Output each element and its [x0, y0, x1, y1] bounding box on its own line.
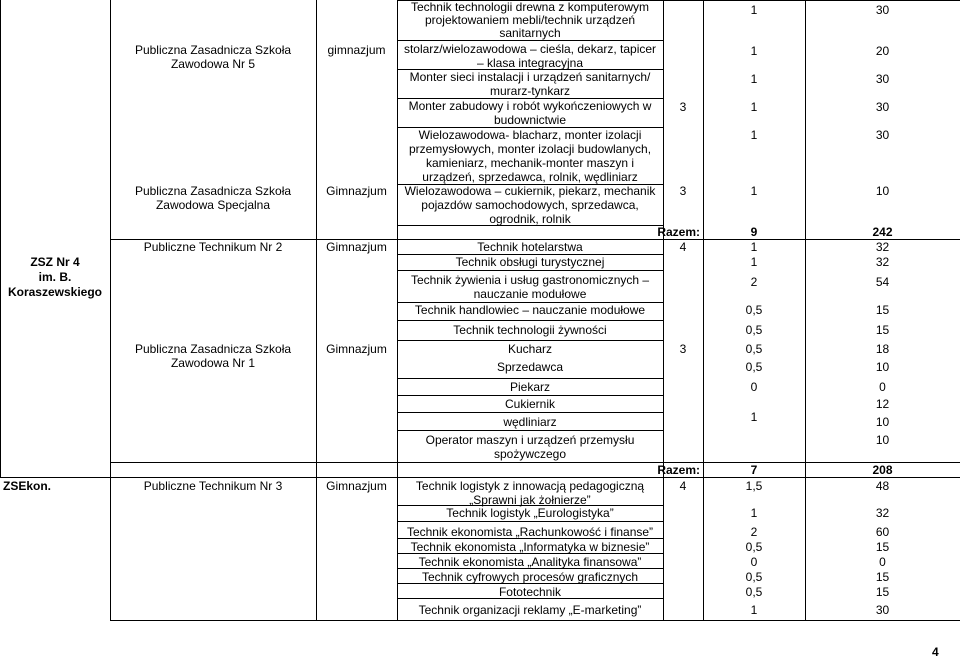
profession-cell: Fototechnik [498, 585, 562, 599]
students-cell: 20 [875, 44, 890, 58]
classes-cell: 1 [750, 184, 758, 198]
profession-cell: Technik obsługi turystycznej [455, 255, 605, 269]
school-group-label: ZSEkon. [3, 479, 52, 493]
students-cell: 15 [875, 585, 890, 599]
classes-cell: 1 [750, 72, 758, 86]
profession-cell: stolarz/wielozawodowa – cieśla, dekarz, tapicer – klasa integracyjna [403, 42, 657, 70]
school-level: Gimnazjum [326, 240, 387, 254]
school-name: Publiczna Zasadnicza Szkoła Zawodowa Nr 5 [134, 43, 292, 71]
years-cell: 4 [679, 479, 687, 493]
school-name: Publiczne Technikum Nr 3 [143, 479, 283, 493]
profession-cell: wędliniarz [503, 415, 557, 429]
classes-cell: 0,5 [745, 323, 763, 337]
classes-cell: 1 [750, 506, 758, 520]
students-cell: 48 [875, 479, 890, 493]
school-name: Publiczna Zasadnicza Szkoła Zawodowa Nr 1 [134, 342, 292, 370]
profession-cell: Kucharz [507, 342, 553, 356]
classes-cell: 0,5 [745, 570, 763, 584]
students-cell: 10 [875, 433, 890, 447]
profession-cell: Technik logistyk „Eurologistyka” [446, 506, 614, 520]
classes-cell: 1 [750, 240, 758, 254]
profession-cell: Operator maszyn i urządzeń przemysłu spożywczego [425, 433, 635, 461]
classes-cell: 2 [750, 275, 758, 289]
students-cell: 15 [875, 540, 890, 554]
classes-cell: 0,5 [745, 360, 763, 374]
school-level: Gimnazjum [326, 184, 387, 198]
students-cell: 18 [875, 342, 890, 356]
profession-cell: Technik ekonomista „Analityka finansowa” [418, 555, 642, 569]
students-cell: 30 [875, 100, 890, 114]
classes-cell: 0,5 [745, 585, 763, 599]
classes-cell: 1 [750, 410, 758, 424]
students-cell: 60 [875, 525, 890, 539]
profession-cell: Wielozawodowa – cukiernik, piekarz, mechanik pojazdów samochodowych, sprzedawca, ogrodnik, rolnik [404, 184, 656, 226]
students-cell: 15 [875, 570, 890, 584]
total-label: Razem: [657, 463, 700, 477]
students-cell: 54 [875, 275, 890, 289]
profession-cell: Wielozawodowa- blacharz, monter izolacji przemysłowych, monter izolacji budowlanych, kamieniarz, mechanik-monter maszyn i urządzeń, sprzedawca, rolnik, wędliniarz [408, 128, 652, 184]
students-cell: 30 [875, 128, 890, 142]
students-cell: 32 [875, 240, 890, 254]
profession-cell: Technik handlowiec – nauczanie modułowe [414, 303, 646, 317]
classes-cell: 1 [750, 128, 758, 142]
students-cell: 0 [879, 555, 886, 569]
school-name: Publiczne Technikum Nr 2 [143, 240, 283, 254]
classes-cell: 0,5 [745, 540, 763, 554]
profession-cell: Technik hotelarstwa [477, 240, 583, 254]
total-classes: 7 [750, 463, 758, 477]
classes-cell: 1 [750, 100, 758, 114]
students-cell: 30 [875, 3, 890, 17]
students-cell: 32 [875, 506, 890, 520]
students-cell: 10 [875, 184, 890, 198]
classes-cell: 1 [750, 603, 758, 617]
profession-cell: Technik żywienia i usług gastronomicznych – nauczanie modułowe [410, 273, 650, 301]
profession-cell: Monter sieci instalacji i urządzeń sanitarnych/ murarz-tynkarz [409, 70, 651, 98]
students-cell: 10 [875, 415, 890, 429]
years-cell: 4 [679, 240, 687, 254]
classes-cell: 0,5 [745, 303, 763, 317]
classes-cell: 1,5 [745, 479, 763, 493]
classes-cell: 0 [750, 380, 758, 394]
classes-cell: 1 [750, 255, 758, 269]
students-cell: 30 [875, 72, 890, 86]
profession-cell: Sprzedawca [496, 360, 564, 374]
students-cell: 10 [875, 360, 890, 374]
profession-cell: Cukiernik [504, 397, 555, 411]
profession-cell: Piekarz [509, 380, 550, 394]
profession-cell: Technik ekonomista „Informatyka w biznesie” [410, 540, 650, 554]
school-level: gimnazjum [327, 43, 386, 57]
school-name: Publiczna Zasadnicza Szkoła Zawodowa Specjalna [134, 184, 292, 212]
students-cell: 0 [879, 380, 886, 394]
students-cell: 32 [875, 255, 890, 269]
classes-cell: 1 [750, 3, 758, 17]
school-group-label: ZSZ Nr 4 im. B. Koraszewskiego [7, 255, 103, 299]
students-cell: 12 [875, 397, 890, 411]
page-number: 4 [932, 645, 939, 659]
students-cell: 30 [875, 603, 890, 617]
school-level: Gimnazjum [326, 479, 387, 493]
profession-cell: Technik ekonomista „Rachunkowość i finanse” [406, 525, 654, 539]
profession-cell: Monter zabudowy i robót wykończeniowych w budownictwie [408, 99, 652, 127]
students-cell: 15 [875, 323, 890, 337]
total-students: 242 [872, 225, 893, 239]
profession-cell: Technik technologii żywności [453, 323, 607, 337]
years-cell: 3 [679, 100, 687, 114]
profession-cell: Technik cyfrowych procesów graficznych [421, 570, 639, 584]
years-cell: 3 [679, 184, 687, 198]
classes-cell: 2 [750, 525, 758, 539]
years-cell: 3 [679, 342, 687, 356]
total-label: Razem: [657, 225, 700, 239]
classes-cell: 0,5 [745, 342, 763, 356]
total-students: 208 [872, 463, 893, 477]
classes-cell: 0 [750, 555, 758, 569]
classes-cell: 1 [750, 44, 758, 58]
school-level: Gimnazjum [326, 342, 387, 356]
total-classes: 9 [750, 225, 758, 239]
profession-cell: Technik organizacji reklamy „E-marketing” [418, 603, 642, 617]
profession-cell: Technik logistyk z innowacją pedagogiczną „Sprawni jak żołnierze” [415, 479, 645, 507]
profession-cell: Technik technologii drewna z komputerowym projektowaniem mebli/technik urządzeń sanitarnych [410, 0, 650, 40]
students-cell: 15 [875, 303, 890, 317]
